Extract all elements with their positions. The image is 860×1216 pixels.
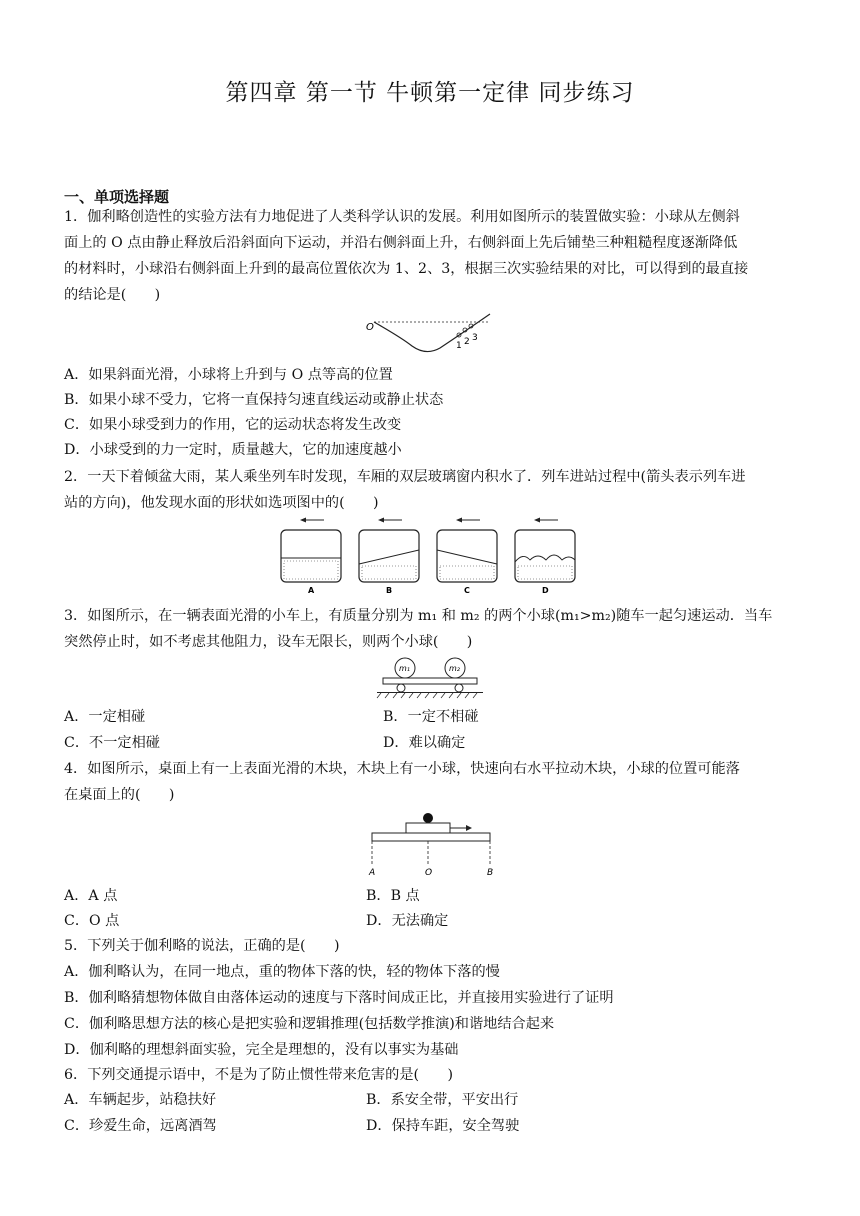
q1-pos-1: 1 [456,341,462,351]
q3-option-a: A．一定相碰 [64,709,146,725]
q5-option-b: B．伽利略猜想物体做自由落体运动的速度与下落时间成正比，并直接用实验进行了证明 [64,990,614,1006]
q4-point-o-label: O [425,868,433,878]
q1-incline-figure [360,308,500,360]
q1-option-d: D．小球受到的力一定时，质量越大，它的加速度越小 [64,442,402,458]
q6-option-d: D．保持车距，安全驾驶 [366,1118,520,1134]
q5-option-a: A．伽利略认为，在同一地点，重的物体下落的快，轻的物体下落的慢 [64,964,500,980]
q2-option-b-figure [359,518,419,596]
q3-option-b: B．一定不相碰 [383,709,479,725]
q5-line-1: 5．下列关于伽利略的说法，正确的是( ) [64,938,340,954]
q1-line-3: 的材料时，小球沿右侧斜面上升到的最高位置依次为 1、2、3，根据三次实验结果的对比，可以得到的最直接 [64,261,749,277]
q6-option-c: C．珍爱生命，远离酒驾 [64,1118,217,1134]
q1-option-c: C．如果小球受到力的作用，它的运动状态将发生改变 [64,417,402,433]
q2-line-1: 2．一天下着倾盆大雨，某人乘坐列车时发现，车厢的双层玻璃窗内积水了．列车进站过程中(箭头表示列车进 [64,469,746,485]
q4-option-b: B．B 点 [366,888,420,904]
q1-line-2: 面上的 O 点由静止释放后沿斜面向下运动，并沿右侧斜面上升，右侧斜面上先后铺垫三种粗糙程度逐渐降低 [64,235,738,251]
q1-option-b: B．如果小球不受力，它将一直保持匀速直线运动或静止状态 [64,392,444,408]
page-title: 第四章 第一节 牛顿第一定律 同步练习 [225,80,635,106]
q6-option-b: B．系安全带，平安出行 [366,1092,519,1108]
q4-point-b-label: B [487,868,494,878]
q4-table-figure [364,808,500,878]
q1-pos-2: 2 [464,337,470,347]
q4-option-c: C．O 点 [64,913,120,929]
q5-option-c: C．伽利略思想方法的核心是把实验和逻辑推理(包括数学推演)和谐地结合起来 [64,1016,555,1032]
q1-origin-label: O [366,322,374,333]
q3-option-c: C．不一定相碰 [64,735,160,751]
q3-ball-m2-label: m₂ [449,664,460,673]
q2-label-b: B [386,586,393,595]
q6-option-a: A．车辆起步，站稳扶好 [64,1092,217,1108]
q2-label-d: D [542,586,549,595]
q4-line-2: 在桌面上的( ) [64,787,175,803]
q3-ball-m1-label: m₁ [399,664,410,673]
q2-option-c-figure [437,518,497,596]
q6-line-1: 6．下列交通提示语中，不是为了防止惯性带来危害的是( ) [64,1067,453,1083]
q2-line-2: 站的方向)，他发现水面的形状如选项图中的( ) [64,495,379,511]
q4-option-a: A．A 点 [64,888,118,904]
q1-pos-3: 3 [472,333,478,343]
q1-line-1: 1．伽利略创造性的实验方法有力地促进了人类科学认识的发展。利用如图所示的装置做实验：小球从左侧斜 [64,209,740,225]
q4-line-1: 4．如图所示，桌面上有一上表面光滑的木块，木块上有一小球，快速向右水平拉动木块，小球的位置可能落 [64,761,740,777]
q2-water-figure [276,514,586,596]
q1-option-a: A．如果斜面光滑，小球将上升到与 O 点等高的位置 [64,367,393,383]
q3-cart-figure [375,654,485,702]
q2-option-d-figure [515,518,575,596]
section-heading: 一、单项选择题 [64,188,170,206]
q4-option-d: D．无法确定 [366,913,449,929]
q3-option-d: D．难以确定 [383,735,466,751]
q2-label-c: C [464,586,470,595]
q5-option-d: D．伽利略的理想斜面实验，完全是理想的，没有以事实为基础 [64,1042,459,1058]
q3-line-2: 突然停止时，如不考虑其他阻力，设车无限长，则两个小球( ) [64,634,473,650]
q4-point-a-label: A [369,868,376,878]
q1-line-4: 的结论是( ) [64,287,161,303]
q2-option-a-figure [281,518,341,596]
q3-line-1: 3．如图所示，在一辆表面光滑的小车上，有质量分别为 m₁ 和 m₂ 的两个小球(m₁>m₂)随车一起匀速运动．当车 [64,608,773,624]
q2-label-a: A [308,586,315,595]
